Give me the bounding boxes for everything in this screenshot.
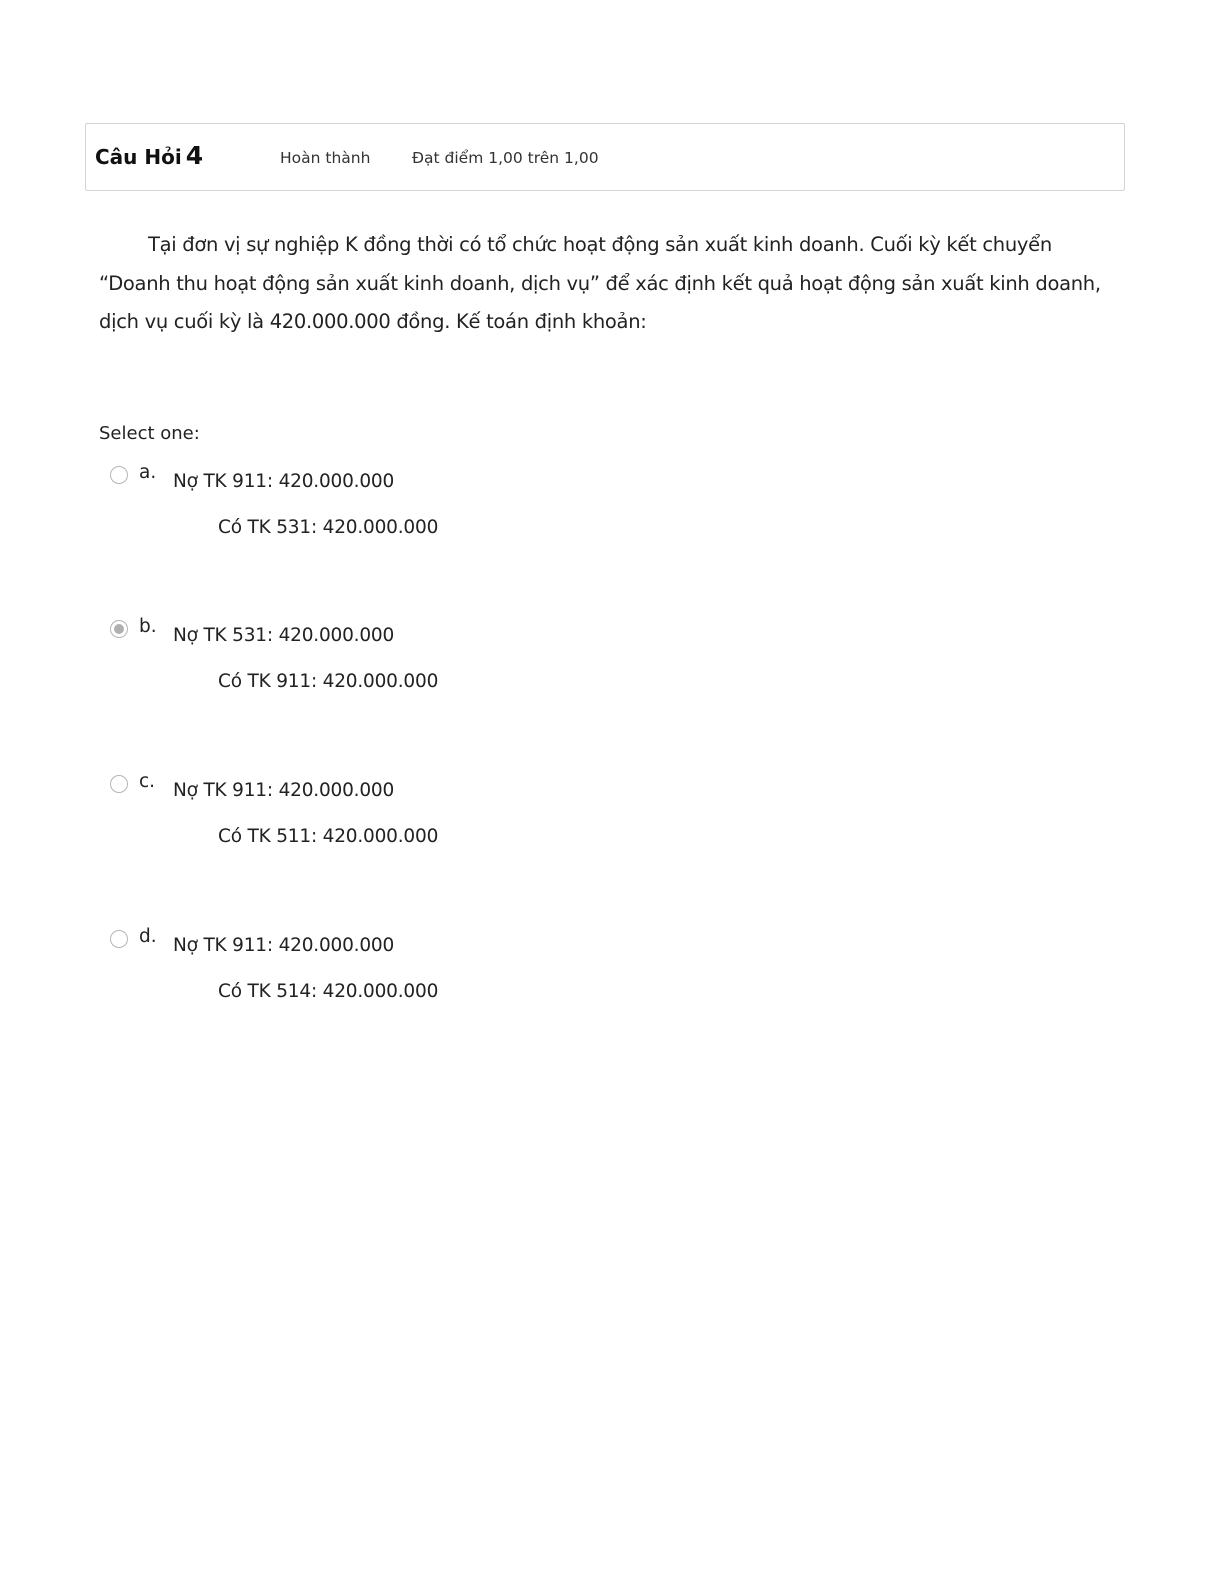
answer-letter: b. <box>139 616 157 637</box>
answer-credit-line: Có TK 911: 420.000.000 <box>218 671 439 692</box>
radio-d[interactable] <box>110 930 128 948</box>
radio-c[interactable] <box>110 775 128 793</box>
answer-debit-line: Nợ TK 531: 420.000.000 <box>173 625 395 646</box>
answer-credit-line: Có TK 514: 420.000.000 <box>218 981 439 1002</box>
answer-debit-line: Nợ TK 911: 420.000.000 <box>173 935 395 956</box>
question-text-block <box>99 226 1109 342</box>
question-state: Hoàn thành <box>280 149 371 167</box>
answer-letter: c. <box>139 771 156 792</box>
question-grade: Đạt điểm 1,00 trên 1,00 <box>412 149 599 167</box>
question-label: Câu Hỏi <box>95 145 182 169</box>
question-number: 4 <box>185 141 204 170</box>
select-one-prompt: Select one: <box>99 423 200 444</box>
answer-option-d[interactable] <box>110 926 710 1030</box>
answer-debit-line: Nợ TK 911: 420.000.000 <box>173 471 395 492</box>
question-title <box>95 141 203 170</box>
answer-letter: d. <box>139 926 157 947</box>
question-info-box <box>85 123 1125 191</box>
answer-letter: a. <box>139 462 157 483</box>
answer-option-a[interactable] <box>110 462 710 566</box>
radio-a[interactable] <box>110 466 128 484</box>
answer-option-b[interactable] <box>110 616 710 720</box>
answer-credit-line: Có TK 531: 420.000.000 <box>218 517 439 538</box>
question-text: Tại đơn vị sự nghiệp K đồng thời có tổ chức hoạt động sản xuất kinh doanh. Cuối kỳ kết chuyển “Doanh thu hoạt động sản xuất kinh doanh, dịch vụ” để xác định kết quả hoạt động sản xuất kinh doanh, dịch vụ cuối kỳ là 420.000.000 đồng. Kế toán định khoản: <box>99 233 1101 333</box>
answer-debit-line: Nợ TK 911: 420.000.000 <box>173 780 395 801</box>
radio-b[interactable] <box>110 620 128 638</box>
answer-credit-line: Có TK 511: 420.000.000 <box>218 826 439 847</box>
answer-option-c[interactable] <box>110 771 710 875</box>
